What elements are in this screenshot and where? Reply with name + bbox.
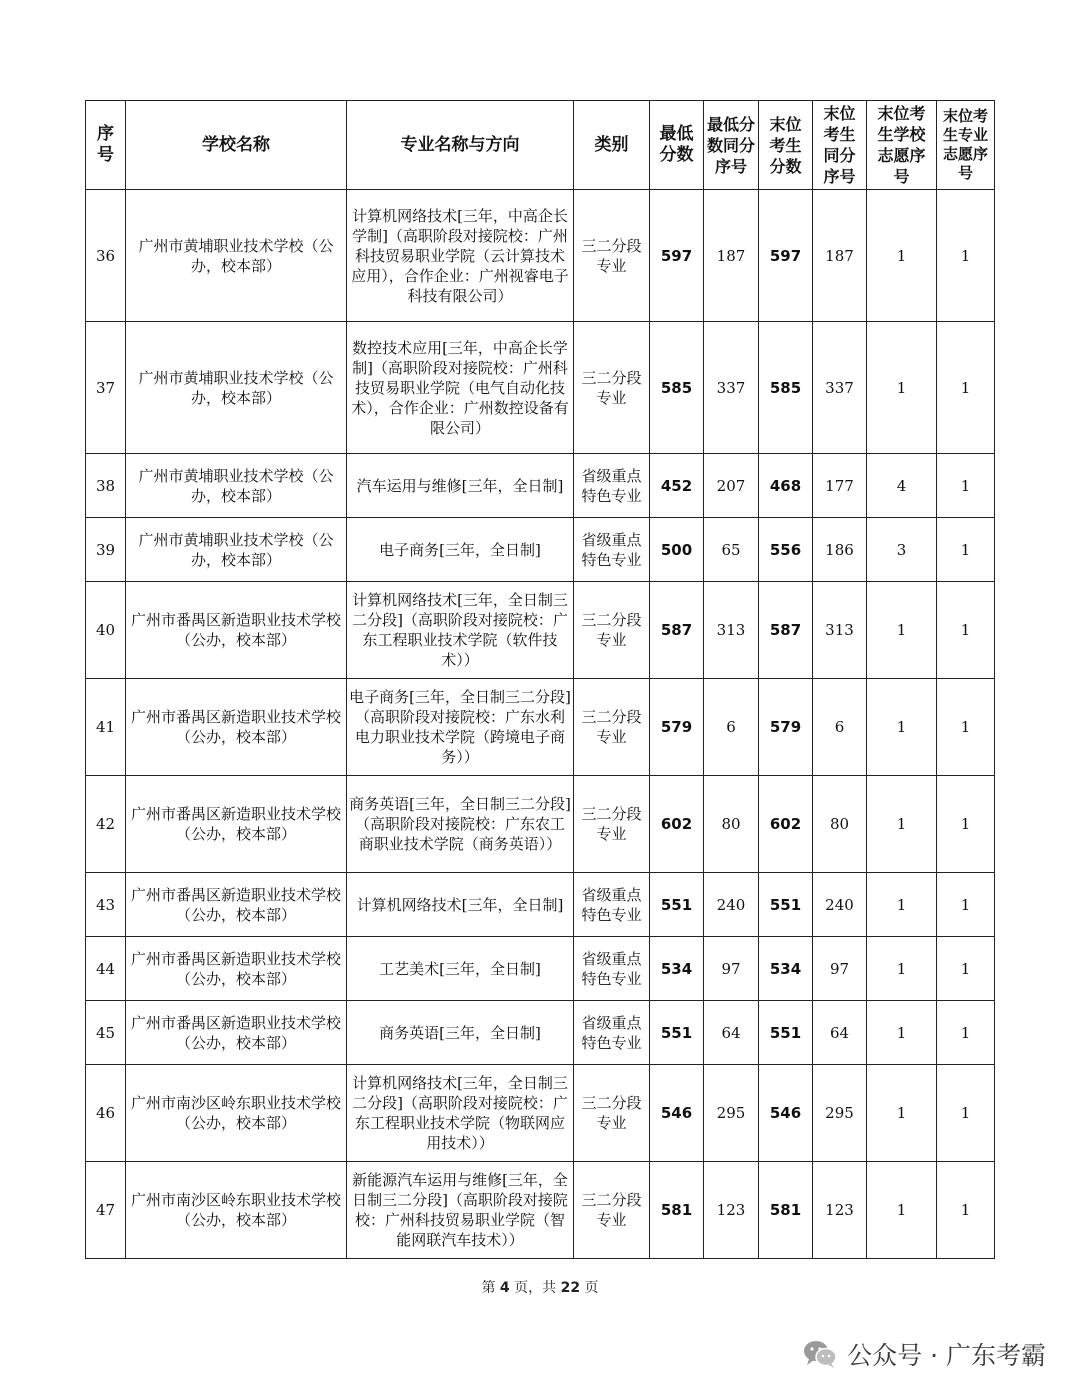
cell-min-score: 534 xyxy=(650,937,704,1001)
cell-category: 三二分段专业 xyxy=(574,1162,650,1259)
cell-min-same-rank: 295 xyxy=(704,1065,759,1162)
cell-last-score: 597 xyxy=(759,190,813,322)
header-school: 学校名称 xyxy=(126,101,347,190)
header-major: 专业名称与方向 xyxy=(347,101,574,190)
watermark-text: 公众号 · 广东考霸 xyxy=(847,1341,1046,1370)
cell-category: 三二分段专业 xyxy=(574,582,650,679)
cell-last-school-pref: 1 xyxy=(867,776,937,873)
admission-score-table xyxy=(85,100,995,1259)
cell-school: 广州市南沙区岭东职业技术学校（公办，校本部） xyxy=(126,1162,347,1259)
cell-last-school-pref: 1 xyxy=(867,190,937,322)
table-row xyxy=(86,518,995,582)
cell-category: 三二分段专业 xyxy=(574,190,650,322)
cell-last-major-pref: 1 xyxy=(937,1065,995,1162)
cell-seq: 42 xyxy=(86,776,126,873)
cell-major: 计算机网络技术[三年，全日制三二分段]（高职阶段对接院校：广东工程职业技术学院（物联网应用技术）） xyxy=(347,1065,574,1162)
cell-last-school-pref: 1 xyxy=(867,1065,937,1162)
cell-min-same-rank: 207 xyxy=(704,454,759,518)
table-row xyxy=(86,322,995,454)
cell-last-major-pref: 1 xyxy=(937,322,995,454)
cell-major: 商务英语[三年，全日制三二分段]（高职阶段对接院校：广东农工商职业技术学院（商务英语）） xyxy=(347,776,574,873)
cell-last-major-pref: 1 xyxy=(937,582,995,679)
footer-suffix: 页 xyxy=(584,1280,599,1296)
header-last-same-rank: 末位考生同分序号 xyxy=(813,101,867,190)
cell-seq: 44 xyxy=(86,937,126,1001)
cell-min-same-rank: 97 xyxy=(704,937,759,1001)
table-header-row xyxy=(86,101,995,190)
cell-min-same-rank: 337 xyxy=(704,322,759,454)
cell-last-same-rank: 177 xyxy=(813,454,867,518)
cell-min-same-rank: 64 xyxy=(704,1001,759,1065)
cell-last-major-pref: 1 xyxy=(937,873,995,937)
cell-seq: 46 xyxy=(86,1065,126,1162)
cell-last-major-pref: 1 xyxy=(937,190,995,322)
cell-last-major-pref: 1 xyxy=(937,776,995,873)
header-min-score: 最低分数 xyxy=(650,101,704,190)
cell-major: 计算机网络技术[三年，全日制三二分段]（高职阶段对接院校：广东工程职业技术学院（软件技术）） xyxy=(347,582,574,679)
footer-middle: 页，共 xyxy=(514,1280,557,1296)
cell-last-school-pref: 3 xyxy=(867,518,937,582)
cell-last-major-pref: 1 xyxy=(937,518,995,582)
cell-last-score: 534 xyxy=(759,937,813,1001)
cell-category: 三二分段专业 xyxy=(574,776,650,873)
cell-school: 广州市番禺区新造职业技术学校（公办，校本部） xyxy=(126,873,347,937)
cell-last-score: 585 xyxy=(759,322,813,454)
cell-min-score: 597 xyxy=(650,190,704,322)
cell-min-score: 551 xyxy=(650,1001,704,1065)
cell-category: 省级重点特色专业 xyxy=(574,454,650,518)
cell-min-same-rank: 80 xyxy=(704,776,759,873)
table-row xyxy=(86,190,995,322)
cell-min-same-rank: 187 xyxy=(704,190,759,322)
cell-last-same-rank: 97 xyxy=(813,937,867,1001)
cell-last-school-pref: 1 xyxy=(867,873,937,937)
cell-category: 三二分段专业 xyxy=(574,1065,650,1162)
table-row xyxy=(86,1065,995,1162)
cell-major: 计算机网络技术[三年，全日制] xyxy=(347,873,574,937)
cell-major: 新能源汽车运用与维修[三年，全日制三二分段]（高职阶段对接院校：广州科技贸易职业学院（智能网联汽车技术）） xyxy=(347,1162,574,1259)
table-row xyxy=(86,582,995,679)
cell-min-score: 452 xyxy=(650,454,704,518)
table-row xyxy=(86,1001,995,1065)
cell-last-score: 551 xyxy=(759,873,813,937)
cell-last-same-rank: 313 xyxy=(813,582,867,679)
cell-school: 广州市番禺区新造职业技术学校（公办，校本部） xyxy=(126,679,347,776)
cell-category: 三二分段专业 xyxy=(574,679,650,776)
cell-last-score: 579 xyxy=(759,679,813,776)
cell-school: 广州市黄埔职业技术学校（公办，校本部） xyxy=(126,322,347,454)
cell-major: 计算机网络技术[三年，中高企长学制]（高职阶段对接院校：广州科技贸易职业学院（云计算技术应用），合作企业：广州视睿电子科技有限公司） xyxy=(347,190,574,322)
footer-prefix: 第 xyxy=(481,1280,496,1296)
table-row xyxy=(86,776,995,873)
cell-last-score: 546 xyxy=(759,1065,813,1162)
cell-major: 工艺美术[三年，全日制] xyxy=(347,937,574,1001)
cell-school: 广州市黄埔职业技术学校（公办，校本部） xyxy=(126,518,347,582)
watermark xyxy=(803,1336,1046,1372)
cell-school: 广州市番禺区新造职业技术学校（公办，校本部） xyxy=(126,776,347,873)
cell-last-same-rank: 123 xyxy=(813,1162,867,1259)
header-last-major-pref: 末位考生专业志愿序号 xyxy=(937,101,995,190)
cell-seq: 39 xyxy=(86,518,126,582)
cell-category: 三二分段专业 xyxy=(574,322,650,454)
cell-min-score: 579 xyxy=(650,679,704,776)
cell-last-score: 551 xyxy=(759,1001,813,1065)
wechat-icon xyxy=(803,1339,837,1369)
cell-last-major-pref: 1 xyxy=(937,1001,995,1065)
cell-school: 广州市番禺区新造职业技术学校（公办，校本部） xyxy=(126,1001,347,1065)
cell-last-school-pref: 4 xyxy=(867,454,937,518)
cell-seq: 36 xyxy=(86,190,126,322)
cell-category: 省级重点特色专业 xyxy=(574,937,650,1001)
cell-category: 省级重点特色专业 xyxy=(574,1001,650,1065)
cell-last-major-pref: 1 xyxy=(937,937,995,1001)
cell-min-score: 602 xyxy=(650,776,704,873)
cell-last-major-pref: 1 xyxy=(937,1162,995,1259)
cell-last-same-rank: 186 xyxy=(813,518,867,582)
cell-min-same-rank: 65 xyxy=(704,518,759,582)
cell-last-score: 468 xyxy=(759,454,813,518)
cell-last-school-pref: 1 xyxy=(867,582,937,679)
cell-last-score: 602 xyxy=(759,776,813,873)
cell-seq: 41 xyxy=(86,679,126,776)
cell-last-major-pref: 1 xyxy=(937,454,995,518)
table-row xyxy=(86,873,995,937)
cell-min-same-rank: 240 xyxy=(704,873,759,937)
cell-seq: 45 xyxy=(86,1001,126,1065)
cell-last-school-pref: 1 xyxy=(867,1162,937,1259)
cell-school: 广州市番禺区新造职业技术学校（公办，校本部） xyxy=(126,582,347,679)
cell-last-same-rank: 6 xyxy=(813,679,867,776)
cell-min-same-rank: 123 xyxy=(704,1162,759,1259)
cell-min-same-rank: 313 xyxy=(704,582,759,679)
footer-current-page: 4 xyxy=(499,1280,510,1296)
cell-min-same-rank: 6 xyxy=(704,679,759,776)
cell-min-score: 587 xyxy=(650,582,704,679)
cell-min-score: 585 xyxy=(650,322,704,454)
cell-last-major-pref: 1 xyxy=(937,679,995,776)
header-min-same-rank: 最低分数同分序号 xyxy=(704,101,759,190)
cell-seq: 43 xyxy=(86,873,126,937)
header-seq: 序号 xyxy=(86,101,126,190)
cell-last-score: 581 xyxy=(759,1162,813,1259)
cell-last-school-pref: 1 xyxy=(867,679,937,776)
cell-major: 数控技术应用[三年，中高企长学制]（高职阶段对接院校：广州科技贸易职业学院（电气自动化技术），合作企业：广州数控设备有限公司） xyxy=(347,322,574,454)
cell-min-score: 500 xyxy=(650,518,704,582)
cell-last-score: 556 xyxy=(759,518,813,582)
cell-last-score: 587 xyxy=(759,582,813,679)
cell-major: 商务英语[三年，全日制] xyxy=(347,1001,574,1065)
cell-min-score: 551 xyxy=(650,873,704,937)
table-row xyxy=(86,679,995,776)
cell-min-score: 581 xyxy=(650,1162,704,1259)
cell-last-same-rank: 240 xyxy=(813,873,867,937)
cell-category: 省级重点特色专业 xyxy=(574,873,650,937)
header-last-school-pref: 末位考生学校志愿序号 xyxy=(867,101,937,190)
header-category: 类别 xyxy=(574,101,650,190)
page-footer xyxy=(0,1277,1080,1297)
footer-total-pages: 22 xyxy=(560,1280,581,1296)
cell-last-same-rank: 80 xyxy=(813,776,867,873)
cell-seq: 47 xyxy=(86,1162,126,1259)
cell-last-same-rank: 295 xyxy=(813,1065,867,1162)
cell-major: 汽车运用与维修[三年，全日制] xyxy=(347,454,574,518)
cell-major: 电子商务[三年，全日制三二分段]（高职阶段对接院校：广东水利电力职业技术学院（跨境电子商务）） xyxy=(347,679,574,776)
cell-major: 电子商务[三年，全日制] xyxy=(347,518,574,582)
cell-category: 省级重点特色专业 xyxy=(574,518,650,582)
cell-school: 广州市番禺区新造职业技术学校（公办，校本部） xyxy=(126,937,347,1001)
cell-seq: 38 xyxy=(86,454,126,518)
cell-last-school-pref: 1 xyxy=(867,322,937,454)
cell-min-score: 546 xyxy=(650,1065,704,1162)
cell-seq: 40 xyxy=(86,582,126,679)
header-last-score: 末位考生分数 xyxy=(759,101,813,190)
cell-last-school-pref: 1 xyxy=(867,937,937,1001)
table-row xyxy=(86,454,995,518)
table-row xyxy=(86,1162,995,1259)
cell-school: 广州市南沙区岭东职业技术学校（公办，校本部） xyxy=(126,1065,347,1162)
cell-school: 广州市黄埔职业技术学校（公办，校本部） xyxy=(126,454,347,518)
cell-last-school-pref: 1 xyxy=(867,1001,937,1065)
cell-last-same-rank: 187 xyxy=(813,190,867,322)
cell-seq: 37 xyxy=(86,322,126,454)
table-row xyxy=(86,937,995,1001)
cell-last-same-rank: 64 xyxy=(813,1001,867,1065)
cell-school: 广州市黄埔职业技术学校（公办，校本部） xyxy=(126,190,347,322)
cell-last-same-rank: 337 xyxy=(813,322,867,454)
